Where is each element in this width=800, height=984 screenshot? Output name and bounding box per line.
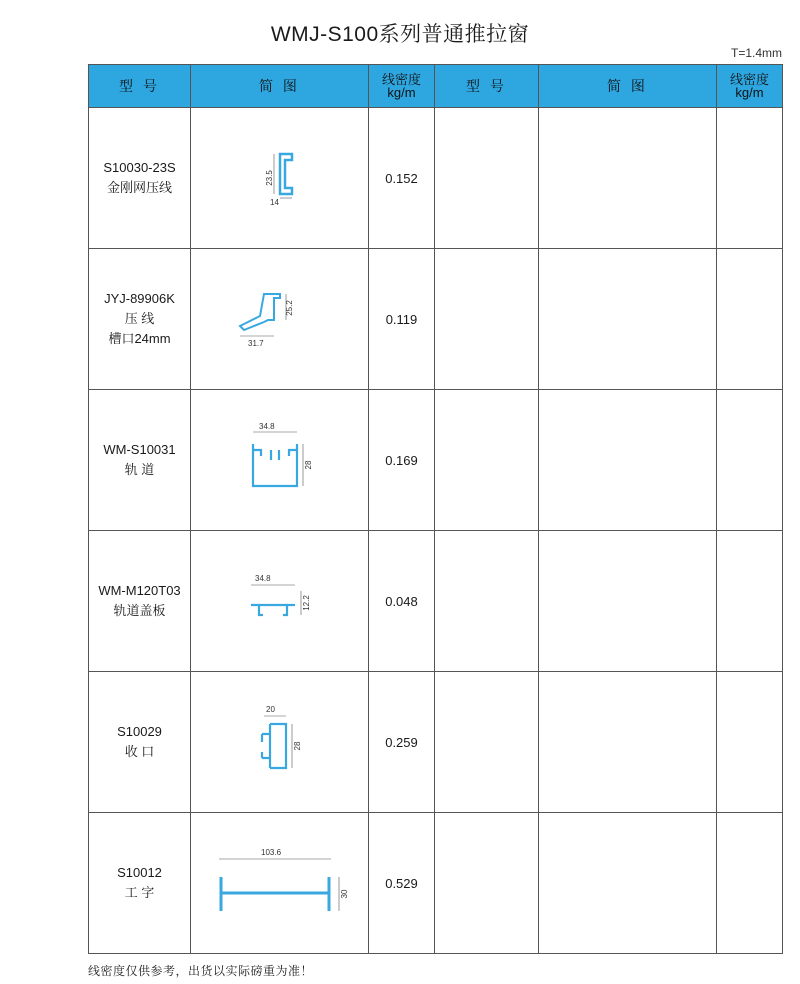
profile-drawing-jyj89906k <box>230 284 330 354</box>
empty-cell <box>435 813 539 954</box>
profile-drawing-wmm120t03 <box>235 571 325 631</box>
drawing-cell <box>191 672 369 813</box>
model-cell <box>89 531 191 672</box>
header-density-label: 线密度 <box>729 72 769 87</box>
thickness-label: T=1.4mm <box>730 46 782 60</box>
table-row <box>89 672 783 813</box>
table-row <box>89 249 783 390</box>
header-density-label: 线密度 <box>381 72 421 87</box>
empty-cell <box>539 108 717 249</box>
profile-catalog-table <box>88 64 783 954</box>
density-value: 0.529 <box>369 813 435 954</box>
dim-height: 28 <box>292 741 302 751</box>
header-drawing-left: 简 图 <box>191 65 369 108</box>
profile-drawing-wms10031 <box>235 420 325 500</box>
empty-cell <box>539 531 717 672</box>
header-density-unit: kg/m <box>387 85 416 100</box>
dim-width: 34.8 <box>254 574 271 583</box>
dim-width: 31.7 <box>247 339 264 348</box>
model-note: 槽口24mm <box>108 331 171 346</box>
empty-cell <box>539 390 717 531</box>
header-density-left <box>369 65 435 108</box>
model-code: WM-M120T03 <box>98 583 181 598</box>
dim-height: 23.5 <box>264 170 274 186</box>
density-value: 0.119 <box>369 249 435 390</box>
table-row <box>89 813 783 954</box>
dim-height: 28 <box>303 460 313 470</box>
empty-cell <box>539 813 717 954</box>
model-cell <box>89 249 191 390</box>
density-value: 0.259 <box>369 672 435 813</box>
model-code: S10030-23S <box>103 160 176 175</box>
dim-height: 30 <box>339 889 349 899</box>
header-model-right: 型 号 <box>435 65 539 108</box>
profile-drawing-s10030 <box>250 148 310 208</box>
model-code: WM-S10031 <box>103 442 176 457</box>
model-desc: 收 口 <box>124 744 155 759</box>
drawing-cell <box>191 249 369 390</box>
drawing-cell <box>191 390 369 531</box>
table-row <box>89 108 783 249</box>
empty-cell <box>539 672 717 813</box>
empty-cell <box>435 672 539 813</box>
model-cell <box>89 672 191 813</box>
footnote: 线密度仅供参考，出货以实际磅重为准！ <box>88 964 314 978</box>
density-value: 0.048 <box>369 531 435 672</box>
empty-cell <box>717 813 783 954</box>
empty-cell <box>539 249 717 390</box>
empty-cell <box>717 249 783 390</box>
table-row <box>89 390 783 531</box>
table-header-row <box>89 65 783 108</box>
model-cell <box>89 390 191 531</box>
empty-cell <box>717 108 783 249</box>
dim-width: 34.8 <box>258 422 275 431</box>
page-title: WMJ-S100系列普通推拉窗 <box>270 23 530 46</box>
model-cell <box>89 813 191 954</box>
density-value: 0.169 <box>369 390 435 531</box>
model-cell <box>89 108 191 249</box>
drawing-cell <box>191 531 369 672</box>
header-model-left: 型 号 <box>89 65 191 108</box>
model-desc: 压 线 <box>124 311 155 326</box>
drawing-cell <box>191 108 369 249</box>
empty-cell <box>435 531 539 672</box>
header-density-right <box>717 65 783 108</box>
header-density-unit: kg/m <box>735 85 764 100</box>
model-code: JYJ-89906K <box>104 291 175 306</box>
model-code: S10012 <box>117 865 162 880</box>
profile-drawing-s10029 <box>240 702 320 782</box>
model-code: S10029 <box>117 724 162 739</box>
drawing-cell <box>191 813 369 954</box>
dim-height: 12.2 <box>301 595 311 611</box>
model-desc: 金刚网压线 <box>106 180 172 195</box>
empty-cell <box>435 108 539 249</box>
header-drawing-right: 简 图 <box>539 65 717 108</box>
dim-width: 14 <box>269 198 279 207</box>
dim-height: 25.2 <box>284 300 294 316</box>
empty-cell <box>717 531 783 672</box>
empty-cell <box>435 249 539 390</box>
empty-cell <box>717 390 783 531</box>
dim-width: 103.6 <box>260 848 281 857</box>
dim-width: 20 <box>265 705 275 714</box>
model-desc: 轨道盖板 <box>113 603 166 618</box>
model-desc: 工 字 <box>124 885 155 900</box>
density-value: 0.152 <box>369 108 435 249</box>
table-row <box>89 531 783 672</box>
empty-cell <box>717 672 783 813</box>
model-desc: 轨 道 <box>124 462 155 477</box>
empty-cell <box>435 390 539 531</box>
profile-drawing-s10012 <box>205 843 355 923</box>
